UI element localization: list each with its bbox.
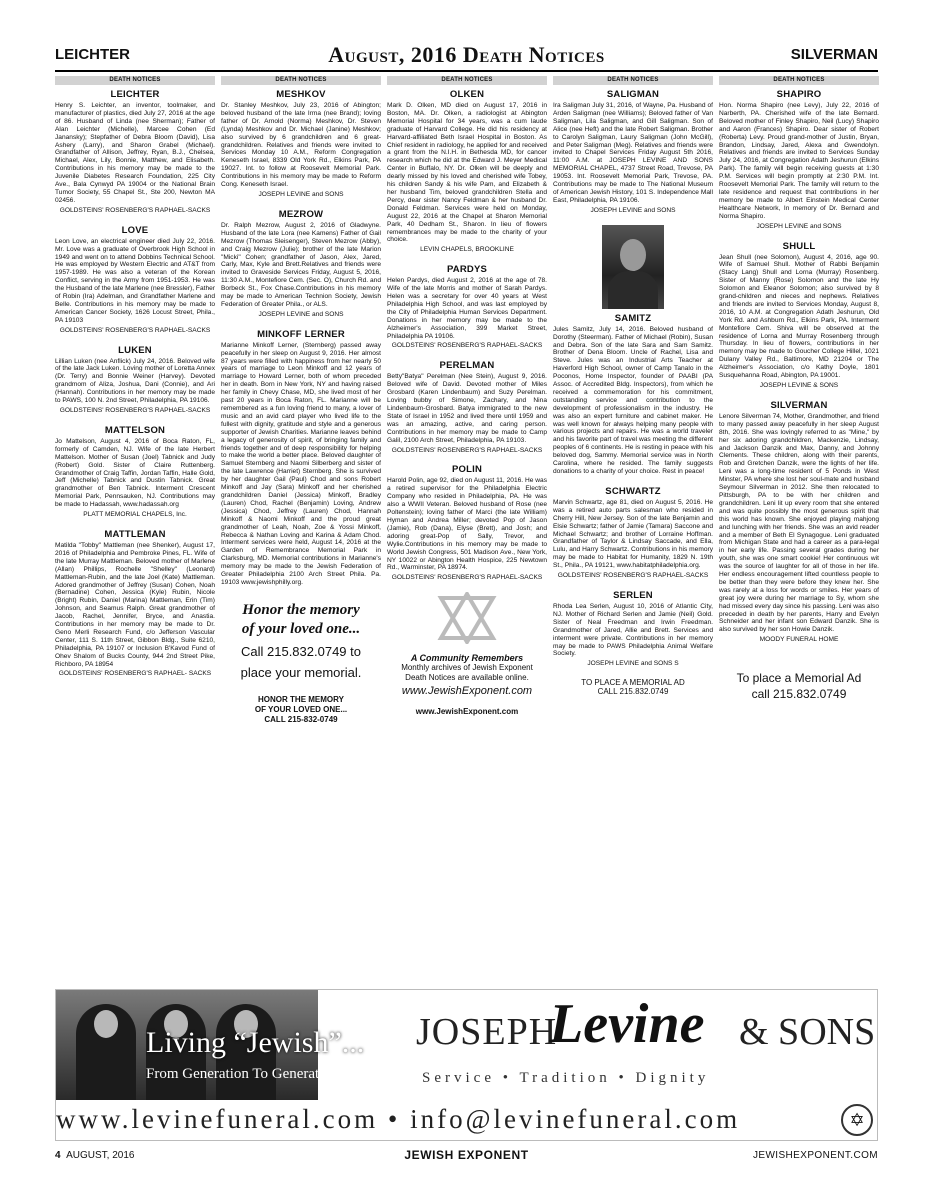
notice-funeral-home: LEVIN CHAPELS, BROOKLINE xyxy=(420,246,514,254)
banner-brand-first: JOSEPH xyxy=(416,1011,558,1053)
notice-name: LEICHTER xyxy=(110,89,160,100)
notice-funeral-home: JOSEPH LEVINE and SONS xyxy=(590,206,676,214)
portrait-photo xyxy=(602,225,664,309)
notice-pardys xyxy=(387,264,547,350)
footer-publication: JEWISH EXPONENT xyxy=(404,1148,529,1162)
notice-perelman xyxy=(387,360,547,454)
memorial-ad xyxy=(719,670,879,702)
column-2 xyxy=(221,76,381,782)
notice-body: Jules Samitz, July 14, 2016. Beloved husband of Dorothy (Steerman). Father of Michael (Robin), Susan and Debra. Son of the late Sara and Sam Samitz. Brother of Dena Bloom. Uncle of Rachel, Lisa and Steve. Jules was an Industrial Arts Teacher at Haverford High School, owner of Camp Tanalo in the Poconos, Home Inspector, founder of PAABI (PA Assoc. of Accredited Bldg. Inspectors), from which he received a commemoration for his commitment, outstanding service and contribution to the development of professionalism in the industry. He was also an expert furniture and cabinet maker. He was well known for always helping many people with various projects and repairs. He was a world traveler and his favorite part of travel was meeting the different peoples of 6 continents. He is resting in peace with his beloved dog, Sammy. Memorial service was in North Carolina, where he resided. The family suggests donations to a charity of your choice. Rest in peace! xyxy=(553,325,713,475)
column-5 xyxy=(719,76,879,782)
notice-body: Betty"Batya" Perelman (Nee Stein), August 9, 2016. Beloved wife of David. Devoted mother of Miles Grosbard (Karen Lindenbaum) and Suzy Perelman. Loving bubby of Simone, Zachary, and Nina Lindenbaum-Grosbard. Batya immigrated to the new State of Israel in 1952 and lived there until 1959 and was an amazing, active, and caring person. Contributions in her memory may be made to Camp Galil, 2100 Arch Street, Philadelphia, PA 19103. xyxy=(387,373,547,444)
banner-brand-script: Levine xyxy=(549,993,705,1055)
banner-brand-last: & SONS xyxy=(739,1011,876,1053)
notice-name: LOVE xyxy=(121,224,149,236)
notice-body: Jean Shull (nee Solomon), August 4, 2016, age 90. Wife of Samuel Shull. Mother of Rabbi Benjamin (Stacy Lang) Shull and Lorna (Murray) Rosenberg. Sister of Manny (Rose) Solomon and the late Hy Solomon and Eleanor Solomon; also survived by 8 grand-children and nieces and nephews. Relatives and friends are invited to Services Monday, August 8, 2016, 10 A.M. at Congregation Adath Jeshurun, Old York Rd. and Ashburn Rd., Elkins Park, PA. Interment Montefiore Cem. Shiva will be observed at the residence of Lorna and Murray Rosenberg through Thursday. In lieu of flowers, contributions in her memory may be made to Goucher College Hillel, 1021 Dulany Valley Rd., Baltimore, MD 21204 or The Alzheimer's Association, c/o Kathy Doyle, 1801 Susquehanna Road, Abington, PA 19001. xyxy=(719,253,879,380)
memorial-ad-small xyxy=(553,678,713,696)
column-4 xyxy=(553,76,713,782)
notice-body: Rhoda Lea Serlen, August 10, 2016 of Atlantic City, NJ. Mother of Richard Serlen and Jamie (Neil) Gold. Sister of Neal Freedman and Irwin Freedman. Grandmother of Jared, Allie and Brett. Services and interment were private. Contributions in her memory may be made to PAWS Philadelphia Animal Welfare Society. xyxy=(553,602,713,658)
notice-mattleman xyxy=(55,529,215,678)
notice-serlen xyxy=(553,590,713,668)
notice-olken xyxy=(387,89,547,254)
notice-funeral-home: GOLDSTEINS' ROSENBERG'S RAPHAEL-SACKS xyxy=(59,206,211,214)
notice-body: Henry S. Leichter, an inventor, toolmaker, and manufacturer of plastics, died July 27, 2016 at the age of 86. Husband of Linda (nee Sherman); Father of Alan Leichter (Michelle), Marcee Cohen (Ed Janansky); Stepfather of Debra Bloom (David), Lisa Ashery (Larry), and Sharon Grabel (Michael). Grandfather of Allison, Jeffrey, Ryan, B.J., Chelsea, Michael, Alex, Lily, Bonnie, Matthew, and Elisabeth. Contributions in his memory may be made to the Juvenile Diabetes Research Foundation, 225 City Ave., Bala Cynwyd PA 19004 or the National Brain Tumor Society, 55 Chapel St., Ste 200, Newton MA 02456. xyxy=(55,102,215,204)
person-figure xyxy=(76,1004,136,1100)
notice-name: SCHWARTZ xyxy=(605,485,661,497)
notice-shapiro xyxy=(719,89,879,231)
notice-body: Lenore Silverman 74, Mother, Grandmother, and friend to many passed away peacefully in her sleep August 8th, 2016. She was lovingly referred to as "Mine," by her six adoring grandchildren, Mackenzie, Lindsay, and Jackson Danzik and Max, Danny, and Johnny Clements. These children, along with their parents, Rob and Gretchen Danzik, were the lights of her life. Leni was a long-time resident of 5 Ponds in West Minster, PA where she lost her soul-mate and husband Seymour Silverman in 2012. She then relocated to Pittsburgh, PA to be with her children and grandchildren. Leni lit up every room that she entered and was quite possibly the most generous spirit that this world has known. She enjoyed playing mahjong and lunching with her friends. She was an avid reader and a member of Beth El Synagogue. Leni graduated from Michigan State and had a career as a para-legal in her early life. Passing several grades during her youth, she was one smart cookie! Her continuous wit was the source of laughter for all of those in her life. Her endless encouragement lifted countless people to be better than they were before they knew her. She was rarely at a loss for words or smiles. Her years of great joy were during her marriage to Sy, whom she had missed every day since his passing. Leni was also preceded in death by her parents, Harry and Evelyn Schneider and her infant son Edward Danzik. She is also survived by her son Howie Danzik. xyxy=(719,412,879,634)
memorial-ad-small-line: HONOR THE MEMORY xyxy=(258,694,344,704)
memorial-ad-small-line: CALL 215-832-0749 xyxy=(264,714,338,724)
notice-meshkov xyxy=(221,89,381,199)
footer-date: AUGUST, 2016 xyxy=(66,1150,135,1161)
star-of-david-logo-icon: ✡ xyxy=(841,1104,873,1136)
notice-body: Dr. Ralph Mezrow, August 2, 2016 of Gladwyne. Husband of the late Lora (nee Kamens) Father of Gail Mezrow (Thomas Sleisenger), Steven Mezrow (Abby), and Craig Mezrow (Julie); brother of the late Marion "Micki" Cohen; grandfather of Jason, Alex, Jared, Carly, Max, Kyle and Brett.Relatives and friends were invited to Graveside Services Friday, August 5, 2016, 11:30 A.M., Montefiore Cem. (Sec. O), Church Rd. and Borbeck St., Fox Chase.Contributions in his memory may be made to American Technion Society, Jewish Federation of Greater Phila., or ALS. xyxy=(221,221,381,308)
notice-leichter xyxy=(55,89,215,215)
memorial-ad xyxy=(221,601,381,681)
notice-name: LUKEN xyxy=(118,344,152,356)
notice-funeral-home: JOSEPH LEVINE and SONS S xyxy=(587,660,679,668)
notice-mattelson xyxy=(55,425,215,519)
banner-subslogan: From Generation To Generation. xyxy=(146,1066,343,1082)
column-3 xyxy=(387,76,547,782)
notice-body: Mark D. Olken, MD died on August 17, 2016 in Boston, MA. Dr. Olken, a radiologist at Abington Memorial Hospital for 34 years, was a cum laude graduate of Harvard College. He did his residency at Harvard-affiliated Beth Israel Hospital in Boston. As Chief resident in radiology, he applied for and received a grant from the N.I.H. in Bethesda MD, for cancer research which he did at the Edward J. Meyer Medical Center in Buffalo, NY. Dr. Olken will be deeply and dearly missed by his loved and cherished wife Tobey, his children Sandy & his wife Pam, and Elizabeth & her husband Tim, beloved grandchildren Stella and Percy, dear sister Nancy Feldman & her husband Dr. Donald Feldman. Services were held on Monday, August 22, 2016 at the Chapel at Sharon Memorial Park, 40 Dedham St., Sharon. In lieu of flowers remembrances may be made to the charity of your choice. xyxy=(387,102,547,244)
memorial-ad-line: TO PLACE A MEMORIAL AD xyxy=(581,678,685,688)
notice-body: Hon. Norma Shapiro (nee Levy), July 22, 2016 of Narberth, PA. Cherished wife of the late Bernard. Beloved mother of Finley Shapiro, Neil (Lucy) Shapiro and Aaron (Frances) Shapiro. Dear sister of Robert (Roberta) Levy. Proud grand-mother of Justin, Bryan, Brandon, Lindsay, Jared, Alexa and Gwendolyn. Relatives and friends are invited to Services Sunday July 24, 2016, at Congregation Adath Jeshurun (Elkins Park). The family will begin receiving guests at 1:30 P.M. Services will begin promptly at 2:30 P.M. Int. Roosevelt Memorial Park. The family will return to the late residence and request that contributions in her memory be made to Albert Einstein Medical Center Healthcare Network, In memory of Dr. Bernard and Norma Shapiro. xyxy=(719,102,879,220)
notice-funeral-home: GOLDSTEINS' ROSENBERG'S RAPHAEL-SACKS xyxy=(59,326,211,334)
notice-body: Leon Love, an electrical engineer died July 22, 2016. Mr. Love was a graduate of Overbrook High School in 1949 and went on to attend Dobbins Technical School. He was employed by Western Electric and AT&T from 1957-1989. He was also a veteran of the Korean Conflict, serving in the Army from 1951-1953. He was the Husband of the late Marlene (nee Bressler), Father of Robin (Ira) Adelman, and Grandfather Marlene and Belle. Contributions in his memory may be made to American Cancer Society, 1626 Locust Street, Phila., PA 19103 xyxy=(55,237,215,324)
notice-body: Matilda "Tobby" Mattleman (nee Shenker), August 17, 2016 of Philadelphia and Pembroke Pines, FL. Wife of the late Murray Mattleman. Beloved mother of Marlene (Allan) Phillips, Rochelle "Shelley" (Leonard) Mattleman-Rubin, and the late Joel (Kate) Mattleman. Adored grandmother of Jeffrey (Susan) Cohen, Noah (Bernadine) Cohen, Jessica (Kyle) Rubin, Nicole (Bright) Rubin, Daniel (Marina) Mattleman, Erin (Tim) Johnson, and Seamus Ralph. Great grandmother of Jacob, Rachel, Jennifer, Bryce, and Anastia. Contributions in her memory may be made to Dr. Geno Merli Research Fund, c/o Jefferson Vascular Center, 111 S. 11th Street, Gibbon Bldg., Suite 6210, Philadelphia, PA 19107 or Inclusion B'Kavod Fund of Ohev Shalom of Bucks County, 944 2nd Street Pike, Richboro, PA 18954 xyxy=(55,541,215,668)
notice-samitz xyxy=(553,225,713,476)
notice-silverman xyxy=(719,400,879,644)
notice-love xyxy=(55,225,215,335)
notice-name: PARDYS xyxy=(446,264,488,276)
section-label: DEATH NOTICES xyxy=(553,76,713,85)
notice-body: Helen Pardys, died August 2, 2016 at the age of 78. Wife of the late Morris and mother of Sarah Pardys. Helen was a secretary for over 40 years at West Philadelphia High School, and was last employed by the City of Philadelphia Human Services Department. Donations in her memory may be made to the Alzheimer's Association, 399 Market Street, Philadelphia PA 19106. xyxy=(387,277,547,340)
page-title: August, 2016 Death Notices xyxy=(328,42,605,67)
star-of-david-icon xyxy=(437,592,497,644)
person-face xyxy=(94,1010,118,1038)
portrait-body xyxy=(608,271,658,309)
memorial-ad-line: To place a Memorial Ad xyxy=(736,671,862,686)
notice-funeral-home: PLATT MEMORIAL CHAPELS, Inc. xyxy=(83,511,187,519)
memorial-ad-small-line: OF YOUR LOVED ONE... xyxy=(254,704,348,714)
notice-polin xyxy=(387,464,547,582)
page-number: 4 xyxy=(55,1150,61,1161)
notice-name: SALIGMAN xyxy=(606,89,660,100)
notice-body: Dr. Stanley Meshkov, July 23, 2016 of Abington; beloved husband of the late Irma (nee Brand); loving father of Dr. Arnold (Norma) Meshkov, Dr. Steven (Lynda) Meshkov and Dr. Michael (Janine) Meshkov; also survived by 6 grandchildren and 6 great-grandchildren. Relatives and friends were invited to Services Monday 10 A.M., Reform Congregation Keneseth Israel, 8339 Old York Rd., Elkins Park, PA 19027. Int. to follow at Roosevelt Memorial Park. Contributions in his memory may be made to Reform Cong. Keneseth Israel. xyxy=(221,102,381,189)
section-label: DEATH NOTICES xyxy=(55,76,215,85)
notice-funeral-home: JOSEPH LEVINE and SONS xyxy=(258,190,344,198)
memorial-ad-headline-2: of your loved one... xyxy=(241,620,361,637)
notice-saligman xyxy=(553,89,713,215)
masthead-right-guide: SILVERMAN xyxy=(790,46,878,63)
community-ad-text: Monthly archives of Jewish Exponent xyxy=(401,663,533,673)
notice-minkoff-lerner xyxy=(221,329,381,587)
notice-body: Jo Mattelson, August 4, 2016 of Boca Raton, FL, formerly of Camden, NJ. Wife of the late Herbert Mattelson. Mother of Susan (Joel) Tabnick and Judy (Robert) Gold. Sister of Claire Ruttenberg. Grandmother of Craig Taffin, Jordan Taffin, Halle Gold, Jeff (Michelle) Tabnick and Dustin Tabnick. Great grandmother of Ben Tabnick. Interment Crescent Memorial Park, Pennsauken, NJ. Contributions may be made to Hadassah, www.hadassah.org xyxy=(55,437,215,509)
notice-funeral-home: GOLDSTEINS' ROSENBERG'S RAPHAEL-SACKS xyxy=(391,574,543,582)
masthead xyxy=(55,42,878,70)
notice-body: Lillian Luken (nee Anflick) July 24, 2016. Beloved wife of the late Jack Luken. Loving mother of Loretta Annex (Dr. Terry) and Bonnie Weiner (Harvey). Devoted grandmom of Aliza, Joshua, Dani (Connie), and Ari (Hannah). Contributions in her memory may be made to PAWS, 100 N. 2nd Street, Philadelphia, PA 19106. xyxy=(55,357,215,405)
column-1 xyxy=(55,76,215,782)
banner-contact[interactable]: www.levinefuneral.com • info@levinefuneral.com xyxy=(56,1104,741,1134)
levine-funeral-banner-ad[interactable] xyxy=(55,989,878,1141)
notice-funeral-home: GOLDSTEINS' ROSENBERG'S RAPHAEL-SACKS xyxy=(557,572,709,580)
notice-name: OLKEN xyxy=(449,89,485,100)
masthead-left-guide: LEICHTER xyxy=(55,46,130,63)
notice-name: MESHKOV xyxy=(276,89,326,100)
notice-name: MEZROW xyxy=(278,208,324,220)
notice-shull xyxy=(719,241,879,390)
section-label: DEATH NOTICES xyxy=(221,76,381,85)
notice-luken xyxy=(55,345,215,415)
memorial-ad-small xyxy=(221,695,381,725)
memorial-ad-phone: Call 215.832.0749 to xyxy=(241,643,361,659)
notice-name: PERELMAN xyxy=(439,360,495,372)
masthead-rule xyxy=(55,70,878,72)
notice-name: SHAPIRO xyxy=(776,89,822,100)
notice-funeral-home: MOODY FUNERAL HOME xyxy=(759,636,839,644)
notice-name: SHULL xyxy=(782,240,816,252)
notice-body: Marvin Schwartz, age 81, died on August 5, 2016. He was a retired auto parts salesman who resided in Cherry Hill, New Jersey. Son of the late Benjamin and Elsie Schwartz; father of Jamie (Tamara) Saccone and Michael Schwartz; and brother of Lorraine Hoffman. Grandfather of Taylor & Lindsay Saccade, and Ella, Lulu, and Harry Schwartz. Contributions in his memory may be made to Habitat for Humanity, 1829 N. 19th St., Phila., PA 19121, www.habitatphiladelphia.org. xyxy=(553,498,713,570)
notice-funeral-home: GOLDSTEINS' ROSENBERG'S RAPHAEL-SACKS xyxy=(59,407,211,414)
page-footer xyxy=(55,1150,878,1168)
notice-columns xyxy=(55,76,878,782)
memorial-ad-line: call 215.832.0749 xyxy=(751,687,847,702)
portrait-head xyxy=(620,239,646,271)
notice-body: Harold Polin, age 92, died on August 11, 2016. He was a retired supervisor for the Philadelphia Electric Company who resided in Philadelphia, PA. He was also a WWII Veteran. Beloved husband of Rose (nee Poltenstein); loving father of Marci (the late William) Hyman and Andrea Miller; devoted Pop of Jason (Jamie), Rob (Dana), Elyse (Brett), and Josh; and adoring great-Pop of Sally, Trevor, and Wylie.Contributions in his memory may be made to World Jewish Congress, 501 Madison Ave., New York, NY 10022 or Abington Health Hospice, 225 Newtown Rd., Warminster, PA 18974. xyxy=(387,477,547,572)
notice-name: MINKOFF LERNER xyxy=(257,328,345,340)
notice-name: SAMITZ xyxy=(614,312,652,324)
community-remembers-ad xyxy=(387,592,547,716)
notice-funeral-home: JOSEPH LEVINE & SONS xyxy=(759,382,839,389)
notice-schwartz xyxy=(553,486,713,580)
notice-name: SERLEN xyxy=(613,589,653,601)
banner-tagline: Service • Tradition • Dignity xyxy=(422,1070,710,1086)
notice-funeral-home: GOLDSTEINS' ROSENBERG'S RAPHAEL- SACKS xyxy=(58,670,212,678)
notice-funeral-home: JOSEPH LEVINE and SONS xyxy=(756,222,842,230)
memorial-ad-headline: Honor the memory xyxy=(242,601,360,618)
community-ad-text-2: Death Notices are available online. xyxy=(405,673,529,683)
notice-body: Ira Saligman July 31, 2016, of Wayne, Pa. Husband of Arden Saligman (nee Williams); Beloved father of Van Saligman, Lila Saligman, and Gill Saligman. Son of Alice (nee Heft) and the late Robert Saligman. Brother to Carolyn Saligman, Laury Saligman (John McGill), and Peter Saligman (Meg). Relatives and friends were invited to Chapel Services Friday August 5th 2016, 11:00 A.M. at JOSEPH LEVINE AND SONS MEMORIAL CHAPEL, 4737 Street Road, Trevose, PA 19053. Int. Roosevelt Memorial Park, Trevose, PA. Contributions may be made to The National Museum of American Jewish History, 101 S. Independence Mall East, Philadelphia, PA 19106. xyxy=(553,102,713,204)
section-label: DEATH NOTICES xyxy=(719,76,879,85)
community-ad-link[interactable]: www.JewishExponent.com xyxy=(401,685,533,698)
notice-funeral-home: GOLDSTEINS' ROSENBERG'S RAPHAEL-SACKS xyxy=(391,342,543,350)
notice-mezrow xyxy=(221,209,381,319)
memorial-ad-line: CALL 215.832.0749 xyxy=(597,687,669,697)
community-ad-link-small[interactable]: www.JewishExponent.com xyxy=(415,707,519,717)
notice-name: MATTLEMAN xyxy=(104,528,166,540)
footer-website[interactable]: JEWISHEXPONENT.COM xyxy=(753,1150,878,1161)
notice-name: SILVERMAN xyxy=(770,399,828,411)
memorial-ad-phone-2: place your memorial. xyxy=(240,664,362,680)
banner-slogan: Living “Jewish”... xyxy=(146,1026,365,1059)
notice-funeral-home: GOLDSTEINS' ROSENBERG'S RAPHAEL-SACKS xyxy=(391,446,543,454)
notice-name: POLIN xyxy=(451,464,483,476)
section-label: DEATH NOTICES xyxy=(387,76,547,85)
community-ad-title: A Community Remembers xyxy=(410,653,524,664)
notice-body: Marianne Minkoff Lerner, (Sternberg) passed away peacefully in her sleep on August 9, 2016. Her almost 87 years were filled with happiness from her nearly 50 years of marriage to Leon Minkoff and 12 years of marriage to Howard Lerner, both of whom preceded her in death. Born in New York, NY and having raised her family in Chevy Chase, MD, she lived most of her past 20 years in Boca Raton, FL. Marianne will be remembered as a fun loving friend to many, a lover of music and an avid card player who lived life to the fullest with dignity, gratitude and style and a generous supporter of Jewish Charities. Marianne leaves behind a legacy of generosity of spirit, of bringing family and friends together and of deep responsibility for helping to make the world a better place. Beloved daughter of Samuel Sternberg and Naomi Silberberg and sister of the late Lawrence (Harriet) Sternberg. She is survived by her daughter Gail (Paul) Chod and sons Robert Minkoff and Jay (Sara) Minkoff and her cherished grandchildren Daniel (Jessica) Minkoff, Bradley (Lauren) Chod, Rachel (Benjamin) Loving, Andrew (Jessica) Chod, Jeffrey (Lauren) Chod, Hannah Minkoff & Naomi Minkoff and the proud great grandmother of Leah, Noah, Zoe & Yossi Minkoff, Rebecca & Nathan Loving and Karina & Adam Chod. Interment services were held, August 14, 2016 at the Garden of Remembrance Memorial Park in Clarksburg, MD. Memorial contributions in Marianne's memory may be made to the Jewish Federation of Greater Philadelphia 2100 Arch Street Phila. Pa. 19103 www.jewishphilly.org. xyxy=(221,341,381,586)
notice-funeral-home: JOSEPH LEVINE and SONS xyxy=(258,310,344,318)
notice-name: MATTELSON xyxy=(104,424,166,436)
